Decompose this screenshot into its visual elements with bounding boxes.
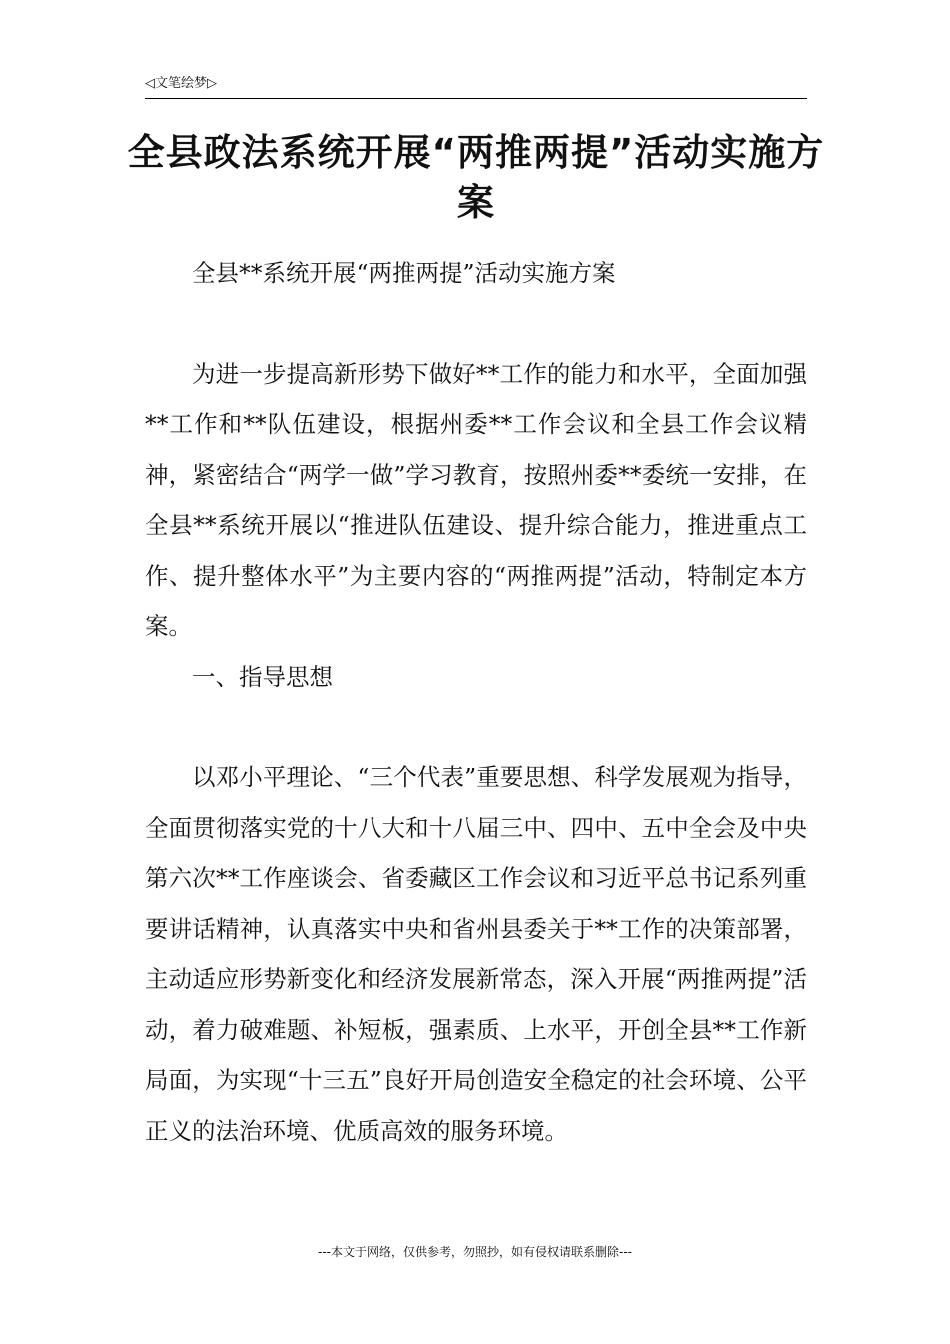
- left-triangle-icon: ◁: [145, 76, 155, 91]
- page-footer: ---本文于网络，仅供参考，勿照抄，如有侵权请联系删除---: [318, 1245, 632, 1259]
- paragraph-intro: 为进一步提高新形势下做好**工作的能力和水平，全面加强**工作和**队伍建设，根据州委**工作会议和全县工作会议精神，紧密结合“两学一做”学习教育，按照州委**委统一安排，在全县**系统开展以“推进队伍建设、提升综合能力，推进重点工作、提升整体水平”为主要内容的“两推两提”活动，特制定本方案。: [145, 359, 807, 640]
- page-header: [145, 74, 807, 99]
- subtitle: 全县**系统开展“两推两提”活动实施方案: [192, 259, 616, 287]
- section-heading: 一、指导思想: [192, 662, 333, 691]
- header-text: 文笔绘梦: [155, 76, 208, 91]
- blank-line: [145, 299, 807, 349]
- document-body: [145, 248, 807, 1156]
- blank-line: [145, 702, 807, 752]
- document-title: 全县政法系统开展“两推两提”活动实施方案: [127, 131, 825, 224]
- paragraph-guiding-thought: 以邓小平理论、“三个代表”重要思想、科学发展观为指导，全面贯彻落实党的十八大和十八届三中、四中、五中全会及中央第六次**工作座谈会、省委藏区工作会议和习近平总书记系列重要讲话精神，认真落实中央和省州县委关于**工作的决策部署，主动适应形势新变化和经济发展新常态，深入开展“两推两提”活动，着力破难题、补短板，强素质、上水平，开创全县**工作新局面，为实现“十三五”良好开局创造安全稳定的社会环境、公平正义的法治环境、优质高效的服务环境。: [145, 763, 807, 1145]
- right-triangle-icon: ▷: [207, 76, 218, 91]
